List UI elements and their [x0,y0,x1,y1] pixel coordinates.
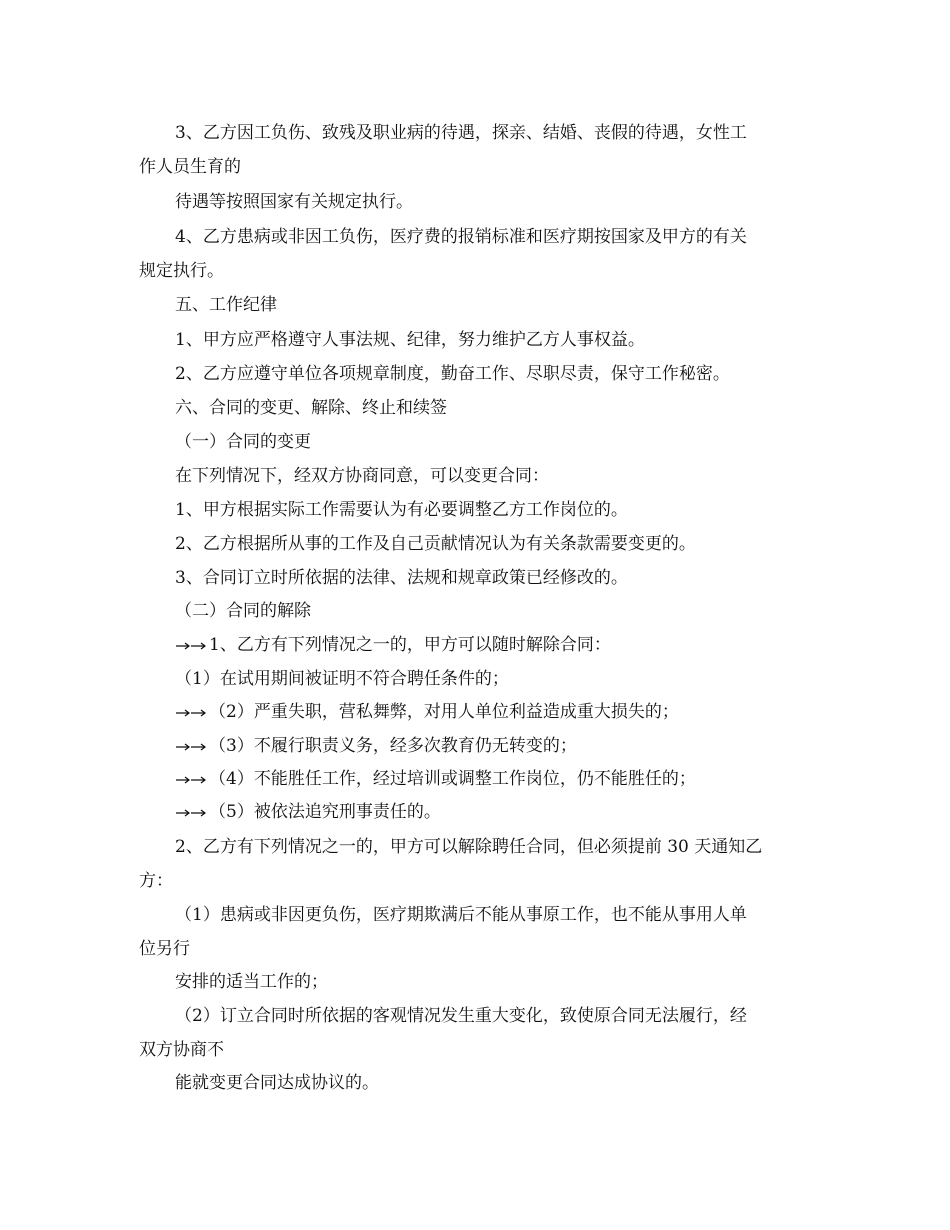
paragraph-line: 3、合同订立时所依据的法律、法规和规章政策已经修改的。 [175,568,628,588]
subsection-heading: （一）合同的变更 [175,432,311,452]
list-item-text: （5）被依法追究刑事责任的。 [209,802,441,822]
paragraph-line: 2、乙方根据所从事的工作及自己贡献情况认为有关条款需要变更的。 [175,534,696,554]
list-item [175,801,441,823]
paragraph-line: 双方协商不 [139,1040,224,1060]
subsection-heading: （二）合同的解除 [175,601,311,621]
paragraph-line: 作人员生育的 [139,157,241,177]
list-item-text: （2）严重失职，营私舞弊，对用人单位利益造成重大损失的； [209,702,679,722]
tab-arrow-icon [175,735,209,757]
tab-arrow-icon [175,701,209,723]
tab-arrow-icon [175,801,209,823]
section-heading: 五、工作纪律 [175,295,277,315]
paragraph-line: 1、甲方根据实际工作需要认为有必要调整乙方工作岗位的。 [175,500,628,520]
list-item-text: （3）不履行职责义务，经多次教育仍无转变的； [209,736,577,756]
tab-arrow-icon [175,634,209,656]
paragraph-line: 待遇等按照国家有关规定执行。 [175,192,413,212]
paragraph-line: 位另行 [139,939,190,959]
paragraph-line: 2、乙方有下列情况之一的，甲方可以解除聘任合同，但必须提前 30 天通知乙 [175,837,763,857]
paragraph-line: 在下列情况下，经双方协商同意，可以变更合同： [175,466,549,486]
list-item [175,735,577,757]
paragraph-line: 3、乙方因工负伤、致残及职业病的待遇，探亲、结婚、丧假的待遇，女性工 [175,123,747,143]
paragraph-line: 1、甲方应严格遵守人事法规、纪律，努力维护乙方人事权益。 [175,330,645,350]
paragraph-line: 规定执行。 [139,261,224,281]
paragraph-line: 方： [139,871,173,891]
paragraph-line: 4、乙方患病或非因工负伤，医疗费的报销标准和医疗期按国家及甲方的有关 [175,227,747,247]
list-item [175,768,696,790]
list-item [175,701,679,723]
paragraph-line: （2）订立合同时所依据的客观情况发生重大变化，致使原合同无法履行，经 [175,1006,747,1026]
paragraph-line: 能就变更合同达成协议的。 [175,1073,379,1093]
paragraph-line: 2、乙方应遵守单位各项规章制度，勤奋工作、尽职尽责，保守工作秘密。 [175,364,730,384]
list-item: （1）在试用期间被证明不符合聘任条件的； [175,669,509,689]
paragraph-line: 安排的适当工作的； [175,972,328,992]
list-item-text: （4）不能胜任工作，经过培训或调整工作岗位，仍不能胜任的； [209,769,696,789]
list-item-text: 1、乙方有下列情况之一的，甲方可以随时解除合同： [209,635,611,655]
section-heading: 六、合同的变更、解除、终止和续签 [175,398,447,418]
list-item [175,634,611,656]
paragraph-line: （1）患病或非因更负伤，医疗期欺满后不能从事原工作，也不能从事用人单 [175,905,747,925]
tab-arrow-icon [175,768,209,790]
